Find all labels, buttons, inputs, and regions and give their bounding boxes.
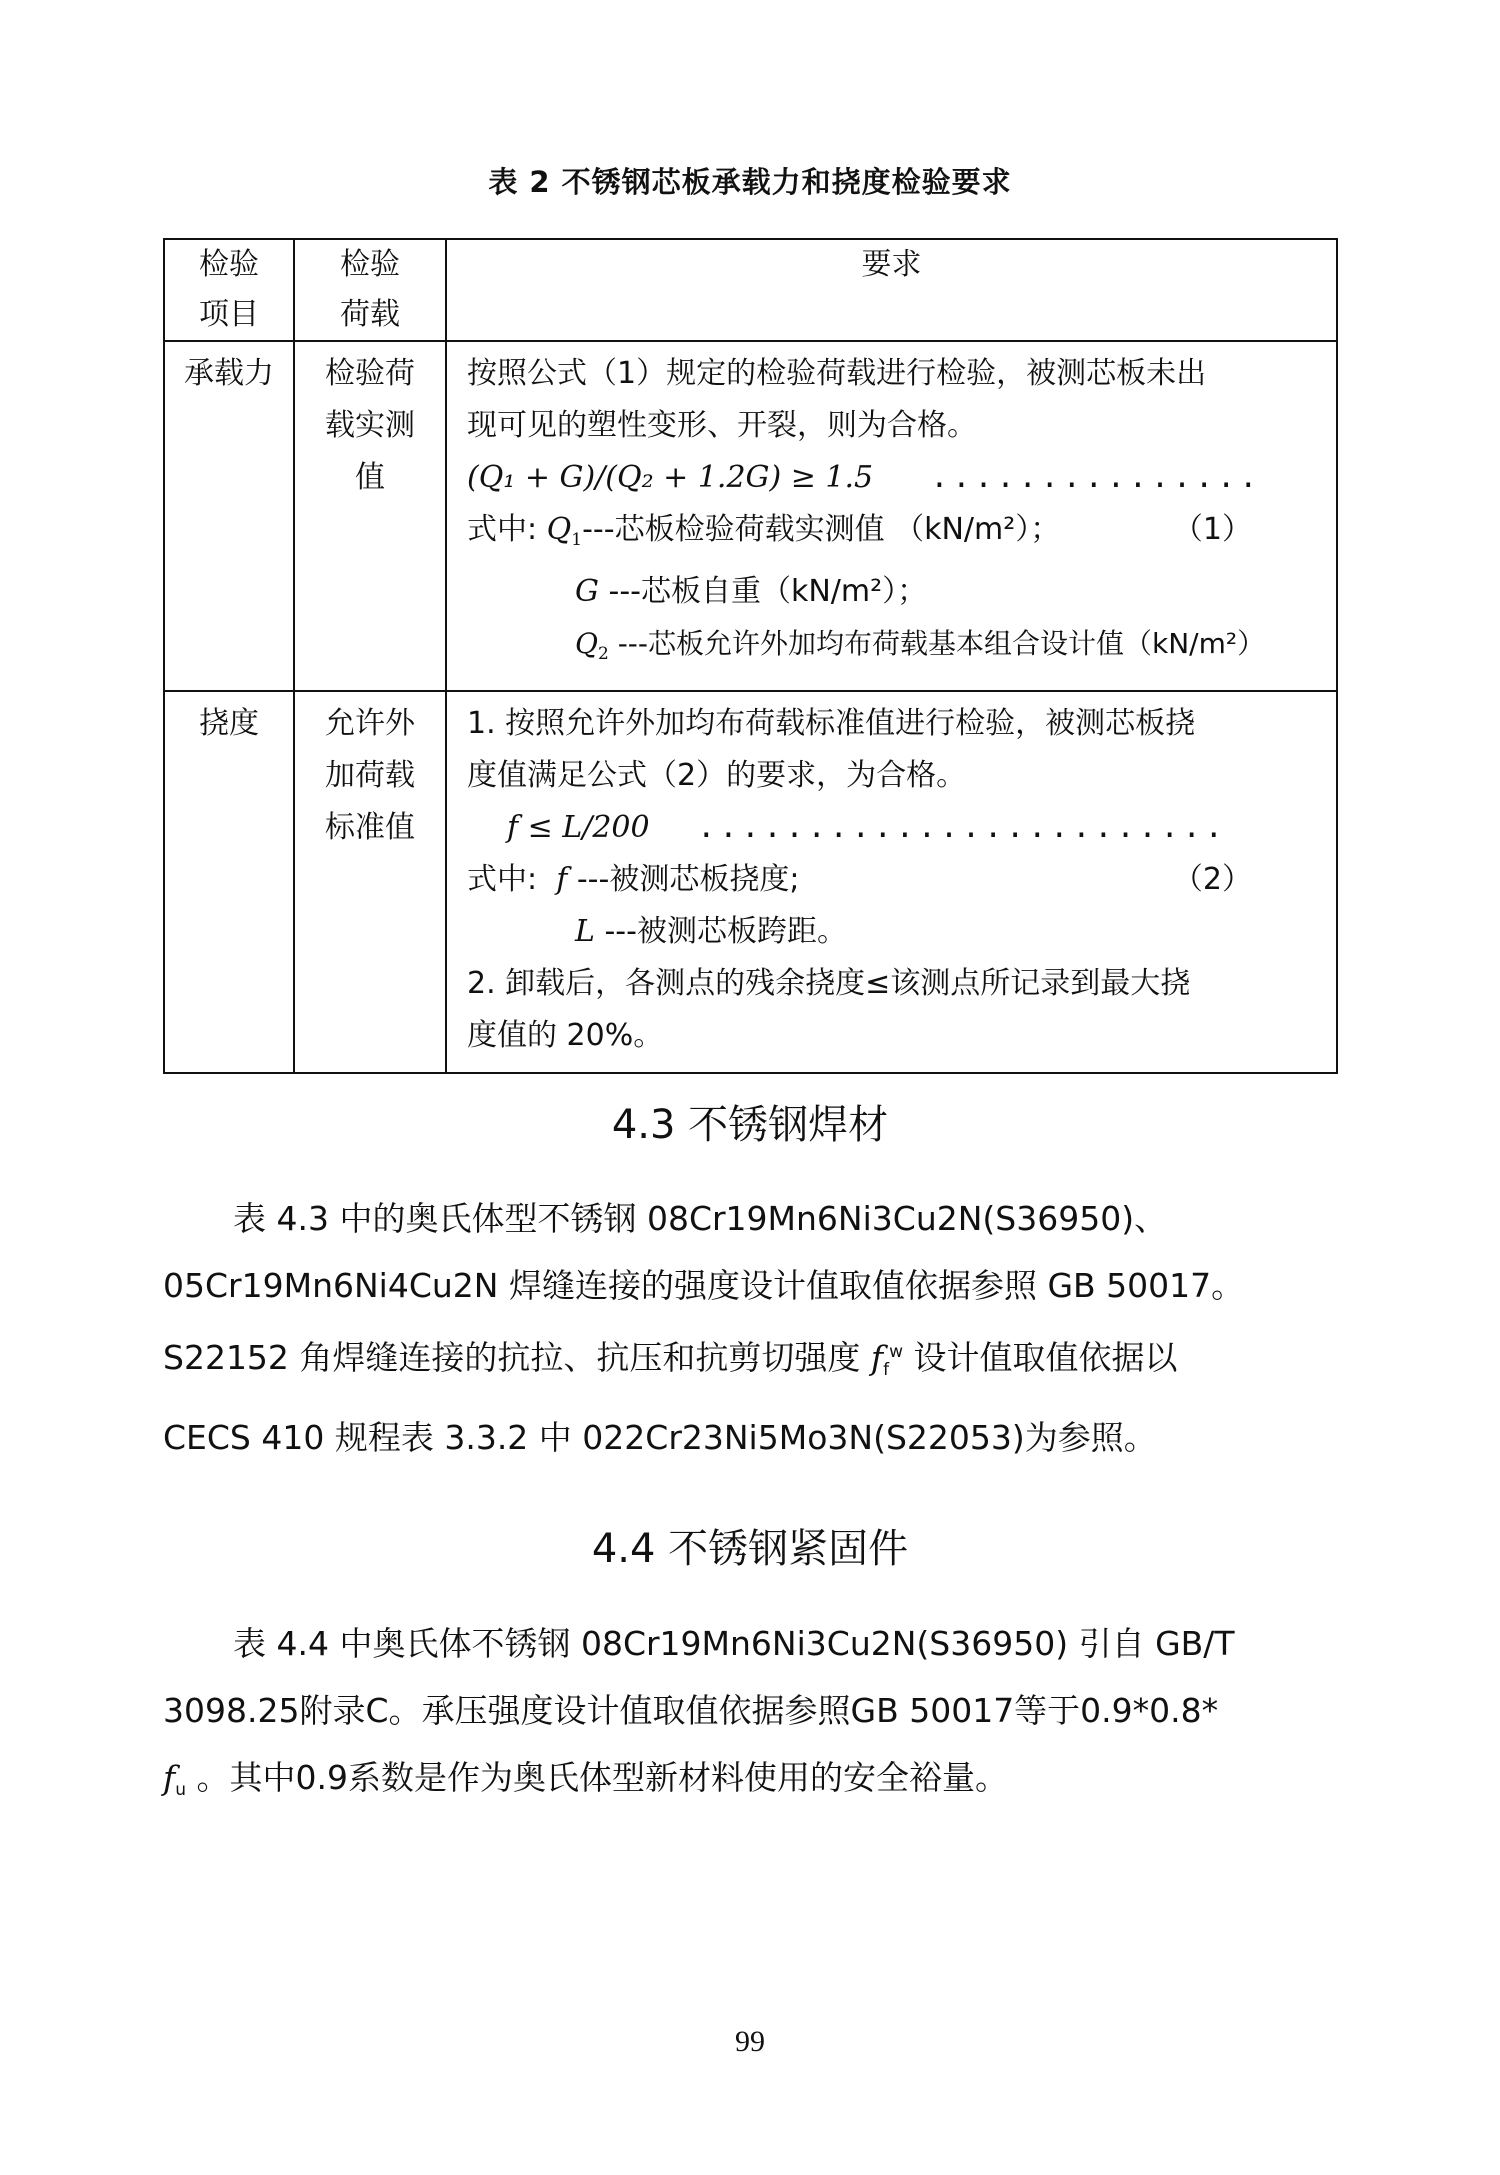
header-requirement: 要求 (446, 239, 1337, 341)
section-4-4-title: 4.4 不锈钢紧固件 (591, 1526, 909, 1572)
row2-requirement: 1. 按照允许外加均布荷载标准值进行检验，被测芯板挠 度值满足公式（2）的要求，为合格。 f ≤ L/200 ........................ （2） 式中: f ---被测芯板挠度; L ---被测芯板跨距。 2. 卸载后，各测点的残余挠度≤该测点所记录到最大挠 度值的 20%。 (446, 691, 1337, 1073)
inspection-requirements-table (163, 238, 1338, 1074)
row1-requirement: 按照公式（1）规定的检验荷载进行检验，被测芯板未出 现可见的塑性变形、开裂，则为合格。 (Q₁ + G)/(Q₂ + 1.2G) ≥ 1.5 ............... （1） 式中: $Q_1---$芯板检验荷载实测值 （kN/m²）； G ---芯板自重（kN/m²）； $Q_2$ ---芯板允许外加均布荷载基本组合设计值（kN/m²） (446, 341, 1337, 691)
row2-load: 允许外 加荷载 标准值 (294, 691, 446, 1073)
header-inspection-load: 检验 荷载 (294, 239, 446, 341)
section-4-3-title: 4.3 不锈钢焊材 (611, 1102, 889, 1148)
row1-item: 承载力 (164, 341, 294, 691)
row2-item: 挠度 (164, 691, 294, 1073)
table-header-row (164, 239, 1337, 341)
header-inspection-item: 检验 项目 (164, 239, 294, 341)
section-4-4-paragraph: 表 4.4 中奥氏体不锈钢 08Cr19Mn6Ni3Cu2N(S36950) 引自 GB/T 3098.25附录C。承压强度设计值取值依据参照GB 50017等于0.9*0.8* $f_u$ 。其中0.9系数是作为奥氏体型新材料使用的安全裕量。 (163, 1624, 1235, 1800)
table-row-bearing-capacity (164, 341, 1337, 691)
row1-load: 检验荷 载实测 值 (294, 341, 446, 691)
page-number: 99 (735, 2025, 765, 2058)
section-4-3-paragraph: 表 4.3 中的奥氏体型不锈钢 08Cr19Mn6Ni3Cu2N(S36950)、 05Cr19Mn6Ni4Cu2N 焊缝连接的强度设计值取值依据参照 GB 50017。 S22152 角焊缝连接的抗拉、抗压和抗剪切强度 $f_f^w$ 设计值取值依据以 CECS 410 规程表 3.3.2 中 022Cr23Ni5Mo3N(S22053)为参照。 (163, 1199, 1245, 1457)
table-row-deflection (164, 691, 1337, 1073)
table-caption: 表 2 不锈钢芯板承载力和挠度检验要求 (488, 165, 1012, 199)
formula-1: (Q₁ + G)/(Q₂ + 1.2G) ≥ 1.5 ............... （1） (467, 460, 1262, 547)
formula-2: f ≤ L/200 ........................ （2） (507, 810, 1252, 897)
